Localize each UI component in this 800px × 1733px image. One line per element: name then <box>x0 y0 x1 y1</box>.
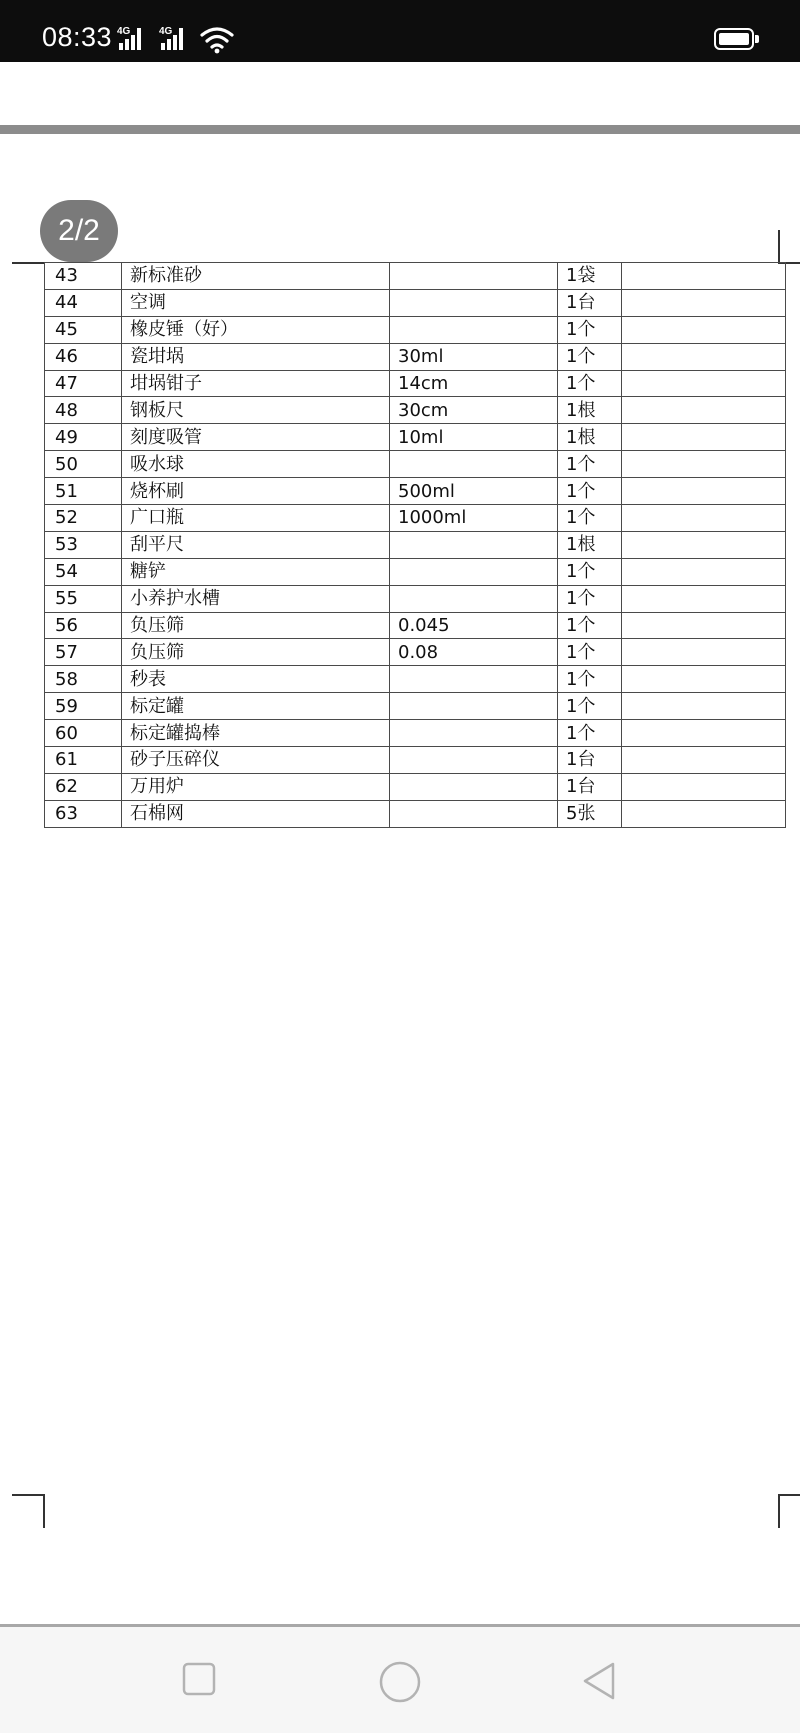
cell-note <box>622 558 786 585</box>
circle-home-icon[interactable] <box>378 1660 422 1704</box>
page-corner-mark <box>778 230 780 262</box>
page-corner-mark <box>12 262 44 264</box>
cell-spec: 14cm <box>390 370 558 397</box>
cell-note <box>622 316 786 343</box>
equipment-table <box>44 262 786 828</box>
table-row <box>45 693 786 720</box>
cell-spec <box>390 289 558 316</box>
cell-item-name: 万用炉 <box>122 773 390 800</box>
cell-note <box>622 531 786 558</box>
cell-note <box>622 585 786 612</box>
cell-item-name: 刻度吸管 <box>122 424 390 451</box>
cell-number: 55 <box>45 585 122 612</box>
cell-item-name: 标定罐 <box>122 693 390 720</box>
cell-note <box>622 612 786 639</box>
cell-quantity: 1个 <box>558 720 622 747</box>
cell-quantity: 1个 <box>558 558 622 585</box>
table-row <box>45 720 786 747</box>
cell-quantity: 1个 <box>558 451 622 478</box>
cell-quantity: 1个 <box>558 666 622 693</box>
cell-note <box>622 639 786 666</box>
table-row <box>45 263 786 290</box>
cell-number: 54 <box>45 558 122 585</box>
cell-note <box>622 263 786 290</box>
cell-item-name: 吸水球 <box>122 451 390 478</box>
table-row <box>45 451 786 478</box>
cell-item-name: 石棉网 <box>122 800 390 827</box>
cell-spec: 10ml <box>390 424 558 451</box>
cell-quantity: 1个 <box>558 585 622 612</box>
cellular-signal-icon <box>159 26 201 52</box>
cell-number: 56 <box>45 612 122 639</box>
cell-number: 48 <box>45 397 122 424</box>
cell-spec <box>390 531 558 558</box>
cell-quantity: 1台 <box>558 747 622 774</box>
cell-note <box>622 370 786 397</box>
cell-item-name: 烧杯刷 <box>122 478 390 505</box>
cell-note <box>622 451 786 478</box>
cell-item-name: 钢板尺 <box>122 397 390 424</box>
cell-note <box>622 424 786 451</box>
table-row <box>45 612 786 639</box>
cellular-signal-icon <box>117 26 159 52</box>
triangle-back-icon[interactable] <box>580 1661 618 1701</box>
square-recents-icon[interactable] <box>182 1662 216 1696</box>
cell-item-name: 小养护水槽 <box>122 585 390 612</box>
cell-spec <box>390 558 558 585</box>
cell-spec: 500ml <box>390 478 558 505</box>
table-row <box>45 343 786 370</box>
page-corner-mark <box>12 1494 44 1496</box>
cell-quantity: 1根 <box>558 531 622 558</box>
table-row <box>45 531 786 558</box>
cell-note <box>622 478 786 505</box>
cell-item-name: 秒表 <box>122 666 390 693</box>
table-row <box>45 289 786 316</box>
cell-item-name: 广口瓶 <box>122 505 390 532</box>
table-row <box>45 424 786 451</box>
cell-item-name: 新标准砂 <box>122 263 390 290</box>
table-row <box>45 639 786 666</box>
cell-quantity: 1个 <box>558 370 622 397</box>
cell-spec: 0.08 <box>390 639 558 666</box>
table-row <box>45 316 786 343</box>
cell-quantity: 1个 <box>558 343 622 370</box>
battery-icon <box>714 28 754 50</box>
cell-quantity: 1个 <box>558 612 622 639</box>
cell-item-name: 坩埚钳子 <box>122 370 390 397</box>
cell-item-name: 砂子压碎仪 <box>122 747 390 774</box>
cell-quantity: 1个 <box>558 505 622 532</box>
cell-spec <box>390 451 558 478</box>
cell-note <box>622 289 786 316</box>
cell-spec <box>390 720 558 747</box>
table-row <box>45 666 786 693</box>
cell-spec <box>390 263 558 290</box>
cell-note <box>622 720 786 747</box>
cell-spec: 30cm <box>390 397 558 424</box>
cell-note <box>622 773 786 800</box>
cell-quantity: 1袋 <box>558 263 622 290</box>
cell-spec <box>390 773 558 800</box>
cell-number: 45 <box>45 316 122 343</box>
page-corner-mark <box>778 1494 800 1496</box>
cell-number: 57 <box>45 639 122 666</box>
table-row <box>45 397 786 424</box>
cell-quantity: 1台 <box>558 289 622 316</box>
cell-note <box>622 747 786 774</box>
cell-note <box>622 666 786 693</box>
cell-number: 61 <box>45 747 122 774</box>
cell-number: 46 <box>45 343 122 370</box>
status-time: 08:33 <box>42 22 113 52</box>
cell-item-name: 负压筛 <box>122 612 390 639</box>
page-corner-mark <box>778 1494 780 1528</box>
cell-note <box>622 800 786 827</box>
cell-spec <box>390 693 558 720</box>
cell-quantity: 1个 <box>558 693 622 720</box>
cell-note <box>622 505 786 532</box>
cell-item-name: 橡皮锤（好） <box>122 316 390 343</box>
cell-item-name: 负压筛 <box>122 639 390 666</box>
network-type-label: 4G <box>117 26 131 37</box>
cell-number: 49 <box>45 424 122 451</box>
cell-number: 50 <box>45 451 122 478</box>
cell-number: 52 <box>45 505 122 532</box>
cell-quantity: 1个 <box>558 316 622 343</box>
table-row <box>45 370 786 397</box>
cell-number: 53 <box>45 531 122 558</box>
cell-spec <box>390 800 558 827</box>
cell-spec: 1000ml <box>390 505 558 532</box>
cell-item-name: 瓷坩埚 <box>122 343 390 370</box>
cell-quantity: 1根 <box>558 397 622 424</box>
cell-number: 44 <box>45 289 122 316</box>
table-row <box>45 800 786 827</box>
cell-spec: 0.045 <box>390 612 558 639</box>
cell-spec <box>390 316 558 343</box>
cell-item-name: 糖铲 <box>122 558 390 585</box>
wifi-icon <box>200 26 234 54</box>
cell-quantity: 1个 <box>558 639 622 666</box>
cell-quantity: 1根 <box>558 424 622 451</box>
cell-note <box>622 693 786 720</box>
cell-number: 63 <box>45 800 122 827</box>
cell-item-name: 刮平尺 <box>122 531 390 558</box>
table-row <box>45 558 786 585</box>
network-type-label: 4G <box>159 26 173 37</box>
cell-item-name: 空调 <box>122 289 390 316</box>
cell-spec <box>390 747 558 774</box>
cell-number: 58 <box>45 666 122 693</box>
cell-quantity: 5张 <box>558 800 622 827</box>
cell-number: 43 <box>45 263 122 290</box>
toolbar-divider <box>0 125 800 134</box>
cell-item-name: 标定罐捣棒 <box>122 720 390 747</box>
cell-spec <box>390 666 558 693</box>
cell-quantity: 1台 <box>558 773 622 800</box>
cell-quantity: 1个 <box>558 478 622 505</box>
table-row <box>45 747 786 774</box>
cell-number: 59 <box>45 693 122 720</box>
page-indicator: 2/2 <box>40 200 118 262</box>
cell-spec: 30ml <box>390 343 558 370</box>
table-row <box>45 478 786 505</box>
cell-note <box>622 397 786 424</box>
page-corner-mark <box>43 1494 45 1528</box>
table-row <box>45 585 786 612</box>
status-bar <box>0 0 800 62</box>
table-row <box>45 505 786 532</box>
cell-note <box>622 343 786 370</box>
table-row <box>45 773 786 800</box>
cell-number: 60 <box>45 720 122 747</box>
cell-spec <box>390 585 558 612</box>
cell-number: 62 <box>45 773 122 800</box>
navigation-bar <box>0 1624 800 1733</box>
cell-number: 47 <box>45 370 122 397</box>
cell-number: 51 <box>45 478 122 505</box>
